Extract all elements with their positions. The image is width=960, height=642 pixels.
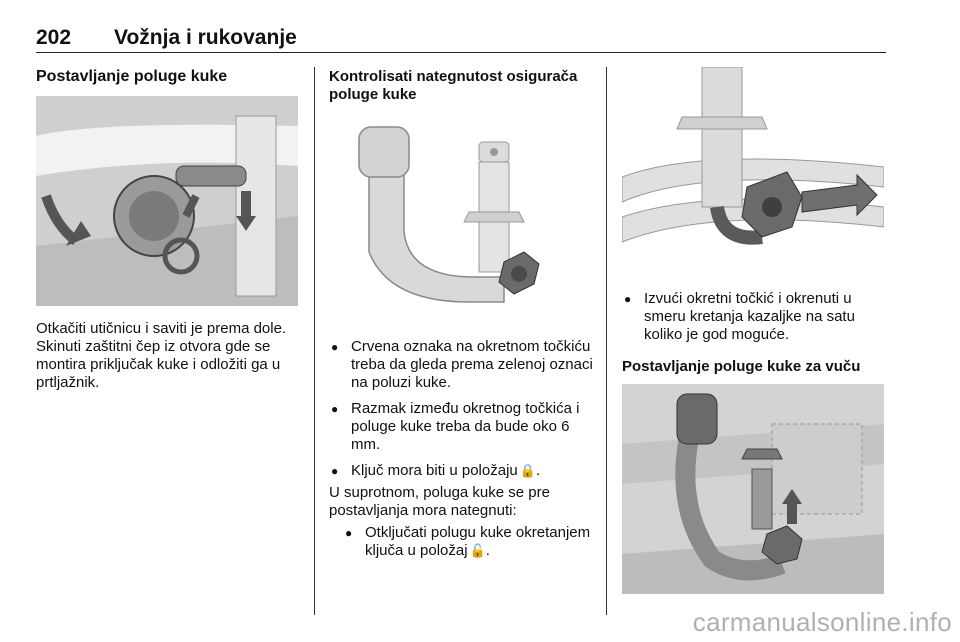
knob-list <box>622 290 888 352</box>
hook-lever-illustration <box>329 112 591 322</box>
figure-tow-install <box>622 384 884 594</box>
bullet-red-mark: ● Crvena oznaka na okretnom točkiću treba da gleda prema zelenoj oznaci na poluzi kuke. <box>329 338 597 392</box>
bullet-key-position: ● Ključ mora biti u položaju 🔒. <box>329 462 597 480</box>
otherwise-paragraph: U suprotnom, poluga kuke se pre postavljanja mora nategnuti: <box>329 484 550 519</box>
figure-socket-removal <box>36 96 298 306</box>
knob-pull-illustration <box>622 67 884 277</box>
bullet-pull-knob: ● Izvući okretni točkić i okrenuti u smeru kretanja kazaljke na satu koliko je god moguće. <box>622 290 888 344</box>
section-title-tow-install: Postavljanje poluge kuke za vuču <box>622 358 861 375</box>
figure-knob-pull <box>622 67 884 277</box>
chapter-title: Vožnja i rukovanje <box>114 26 297 49</box>
watermark: carmanualsonline.info <box>692 607 952 637</box>
unlock-list <box>343 524 593 568</box>
unlock-icon: 🔓 <box>469 543 486 558</box>
section-title-install: Postavljanje poluge kuke <box>36 68 228 85</box>
lock-icon: 🔒 <box>519 463 536 478</box>
socket-removal-illustration <box>36 96 298 306</box>
tow-install-illustration <box>622 384 884 594</box>
section-title-check-tension: Kontrolisati nategnutost osigurača poluge kuke <box>329 68 578 103</box>
bullet-gap: ● Razmak između okretnog točkića i poluge kuke treba da bude oko 6 mm. <box>329 400 597 454</box>
figure-hook-lever <box>329 112 591 322</box>
page-header <box>36 26 886 53</box>
column-divider-2 <box>606 67 607 615</box>
tension-check-list <box>329 338 597 488</box>
install-paragraph: Otkačiti utičnicu i saviti je prema dole. Skinuti zaštitni čep iz otvora gde se montira priključak kuke i odložiti ga u prtljažnik. <box>36 320 287 391</box>
column-divider-1 <box>314 67 315 615</box>
page-number: 202 <box>36 26 72 49</box>
bullet-unlock: ● Otključati polugu kuke okretanjem ključa u položaj 🔓. <box>343 524 593 560</box>
